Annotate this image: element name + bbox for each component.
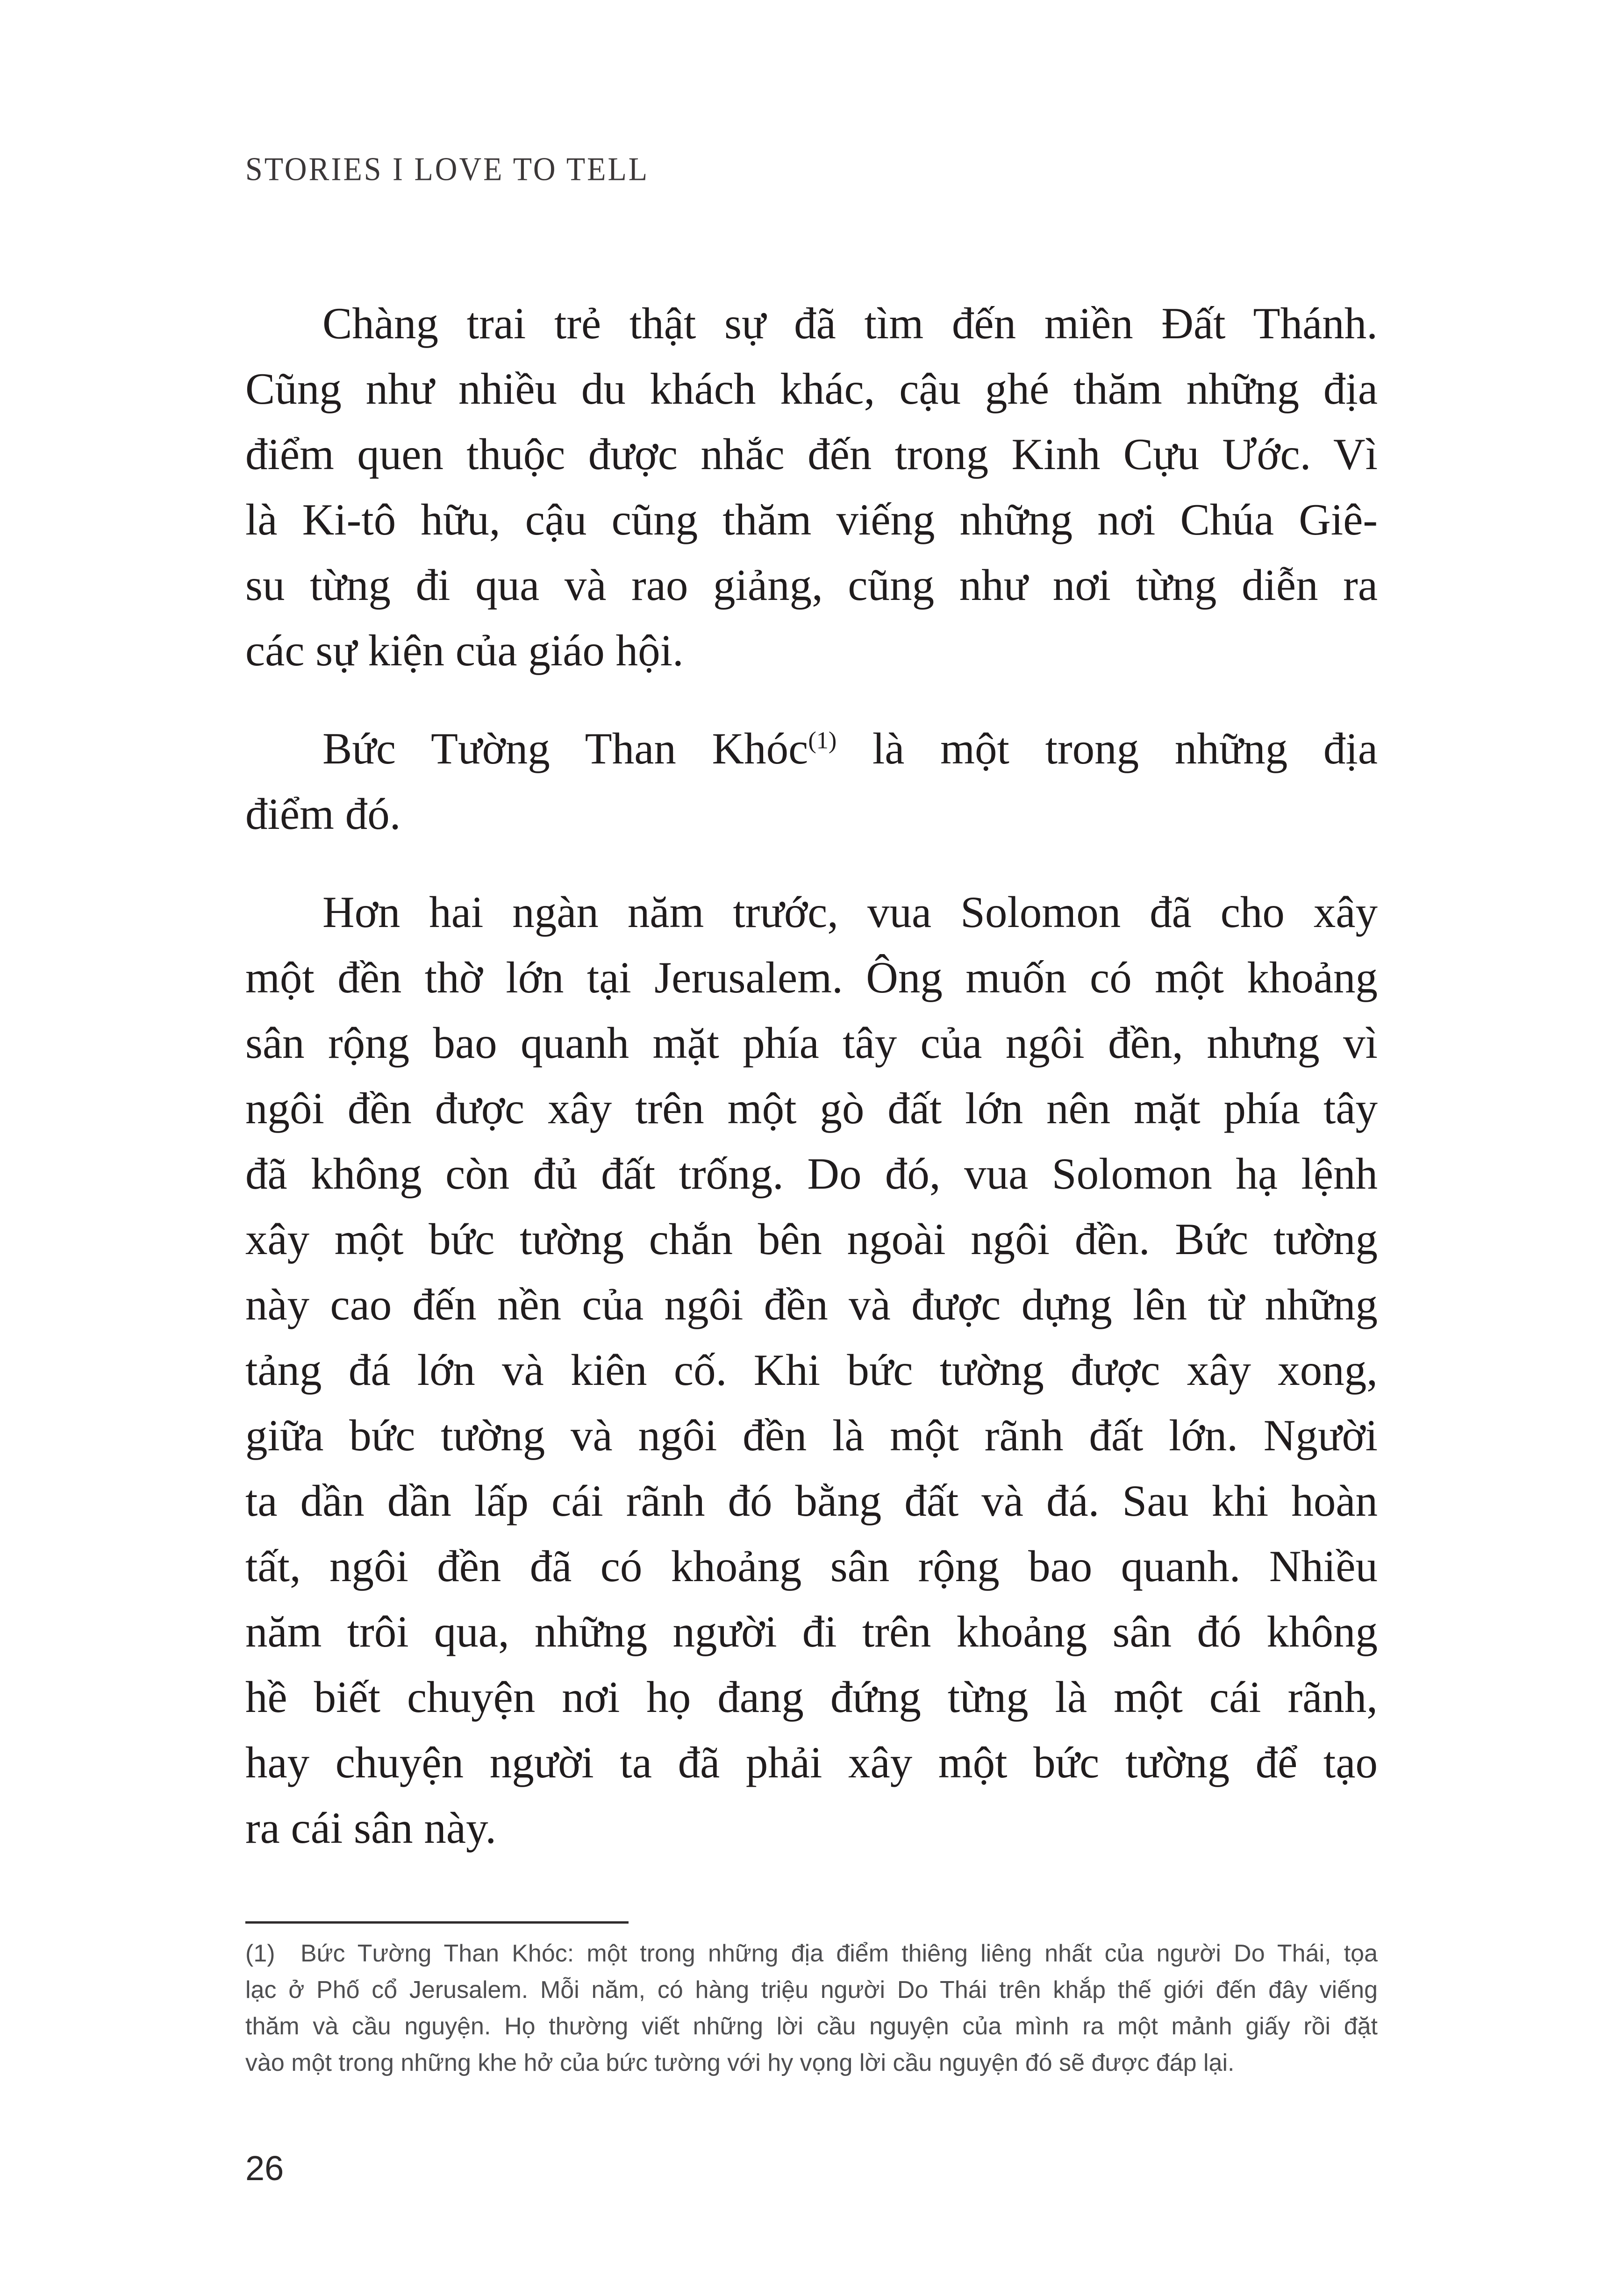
text-line: đã không còn đủ đất trống. Do đó, vua Solomon hạ lệnh — [245, 1149, 1378, 1198]
text-line: Bức Tường Than Khóc$^{(1)}$ là một trong những địa — [322, 724, 1378, 773]
text-line: (1) Bức Tường Than Khóc: một trong những địa điểm thiêng liêng nhất của người Do Thái, tọa — [245, 1940, 1378, 1967]
text-line: su từng đi qua và rao giảng, cũng như nơi từng diễn ra — [245, 560, 1378, 610]
paragraph — [245, 291, 1378, 683]
text-line: tảng đá lớn và kiên cố. Khi bức tường được xây xong, — [245, 1345, 1378, 1395]
body-text — [245, 291, 1378, 1861]
text-line: hề biết chuyện nơi họ đang đứng từng là một cái rãnh, — [245, 1672, 1378, 1722]
text-line: này cao đến nền của ngôi đền và được dựng lên từ những — [245, 1280, 1378, 1329]
paragraph — [245, 879, 1378, 1861]
paragraph — [245, 716, 1378, 847]
text-line: ngôi đền được xây trên một gò đất lớn nên mặt phía tây — [245, 1084, 1378, 1133]
text-line: Hơn hai ngàn năm trước, vua Solomon đã cho xây — [322, 887, 1378, 937]
text-line: một đền thờ lớn tại Jerusalem. Ông muốn có một khoảng — [245, 953, 1378, 1002]
text-line: tất, ngôi đền đã có khoảng sân rộng bao quanh. Nhiều — [245, 1541, 1378, 1591]
text-line: lạc ở Phố cổ Jerusalem. Mỗi năm, có hàng triệu người Do Thái trên khắp thế giới đến đây viếng — [245, 1976, 1378, 2004]
page-number: 26 — [245, 2149, 284, 2188]
text-line: ra cái sân này. — [245, 1803, 497, 1853]
footnote-divider — [245, 1921, 629, 1924]
footnote-text — [245, 1935, 1378, 2081]
text-line: vào một trong những khe hở của bức tường với hy vọng lời cầu nguyện đó sẽ được đáp lại. — [245, 2049, 1235, 2076]
text-line: giữa bức tường và ngôi đền là một rãnh đất lớn. Người — [245, 1411, 1378, 1460]
running-header: STORIES I LOVE TO TELL — [245, 151, 650, 188]
text-line: là Ki-tô hữu, cậu cũng thăm viếng những nơi Chúa Giê- — [245, 495, 1378, 544]
text-line: điểm quen thuộc được nhắc đến trong Kinh Cựu Ước. Vì — [245, 429, 1378, 479]
text-line: sân rộng bao quanh mặt phía tây của ngôi đền, nhưng vì — [245, 1018, 1378, 1068]
text-line: Chàng trai trẻ thật sự đã tìm đến miền Đất Thánh. — [322, 299, 1378, 348]
text-line: hay chuyện người ta đã phải xây một bức tường để tạo — [245, 1738, 1378, 1787]
text-line: Cũng như nhiều du khách khác, cậu ghé thăm những địa — [245, 364, 1378, 414]
text-line: xây một bức tường chắn bên ngoài ngôi đền. Bức tường — [245, 1214, 1378, 1264]
text-line: năm trôi qua, những người đi trên khoảng sân đó không — [245, 1607, 1378, 1656]
footnote-reference-marker: (1) — [808, 727, 837, 754]
text-line: điểm đó. — [245, 789, 401, 839]
text-line: các sự kiện của giáo hội. — [245, 626, 684, 675]
text-line: thăm và cầu nguyện. Họ thường viết những lời cầu nguyện của mình ra một mảnh giấy rồi đặt — [245, 2013, 1378, 2040]
text-line: ta dần dần lấp cái rãnh đó bằng đất và đá. Sau khi hoàn — [245, 1476, 1378, 1526]
